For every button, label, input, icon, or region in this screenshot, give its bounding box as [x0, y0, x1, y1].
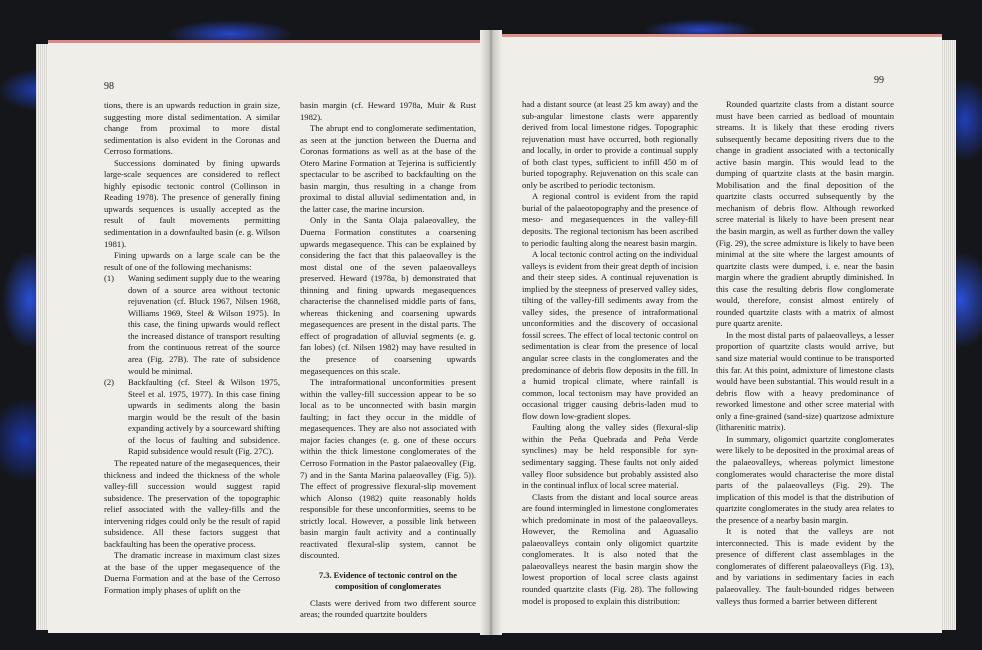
page-number: 98 — [104, 81, 114, 92]
paragraph: Faulting along the valley sides (flexural-slip within the Peña Quebrada and Peña Verde synclines) may be held responsible for syn-sedimentary sagging. These faults not only aided valley floor subsidence but probably assisted also in the continual influx of local scree material. — [522, 422, 698, 491]
right-page — [494, 34, 942, 633]
list-number: (1) — [104, 273, 115, 284]
paragraph: The repeated nature of the megasequences, their thickness and indeed the thickness of the whole valley-fill succession would suggest rapid subsidence. The preservation of the topographic relief associated with the valley-fills and the intervening ridges could only be the result of rapid subsidence. All these factors suggest that backfaulting has been the operative process. — [104, 457, 280, 549]
paragraph: The abrupt end to conglomerate sedimentation, as seen at the junction between the Duerna and Coronas formations as well as at the base of the Otero Marine Formation at Tejerina is sufficiently spectacular to be ascribed to backfaulting on the basin margin, thus resulting in a change from proximal to distal alluvial sedimentation and, in the latter case, the marine incursion. — [300, 123, 476, 214]
paragraph: Successions dominated by fining upwards large-scale sequences are considered to reflect highly episodic tectonic control (Collinson in Reading 1978). The presence of generally fining upwards sequences is usually accepted as the result of fault movements permitting sedimentation in a downfaulted basin (e. g. Wilson 1981). — [104, 157, 280, 249]
right-column-2 — [716, 99, 894, 607]
paragraph: Fining upwards on a large scale can be the result of one of the following mechanisms: — [104, 250, 280, 272]
paragraph: tions, there is an upwards reduction in grain size, suggesting more distal sedimentation. A similar change from proximal to more distal sedimentation is also evident in the Coronas and Cerroso formations. — [104, 100, 280, 157]
left-page — [48, 40, 488, 633]
section-heading: 7.3. Evidence of tectonic control on the composition of conglomerates — [318, 570, 457, 591]
book-gutter — [480, 30, 502, 635]
list-item — [104, 377, 280, 458]
mechanism-list — [104, 273, 280, 458]
paragraph: In the most distal parts of palaeovalleys, a lesser proportion of quartzite clasts would arrive, but sand size material would continue to be transported this far. At this point, admixture of limestone clasts would have been substantial. This would result in a debris flow with a heavy predominance of reworked limestone and other scree material with only a fine-grained (sand-size) quartzose admixture (litharenitic matrix). — [716, 329, 894, 433]
paragraph: The dramatic increase in maximum clast sizes at the base of the upper megasequence of the Duerna Formation and at the base of the Cerroso Formation imply phases of uplift on the — [104, 550, 280, 595]
paragraph: Rounded quartzite clasts from a distant source must have been carried as bedload of mountain streams. It is likely that these eroding rivers subsequently became depositing rivers due to the change in gradient associated with a tectonically active basin margin. This would lead to the dumping of quartzite clasts at the basin margin. Mobilisation and the final deposition of the quartzite clasts occurred subsequently by the mechanism of debris flow. Although reworked scree material is likely to have been present near the basin margin, as well as further down the valley (Fig. 29), the scree admixture is likely to have been minimal at the site where the largest amounts of quartzite clasts were dumped, i. e. near the basin margin where the gradient abruptly diminished. In this case the resulting debris flow conglomerate would, therefore, consist almost entirely of rounded quartzite clasts with a matrix of almost pure quartz arenite. — [716, 99, 894, 329]
right-page-edges — [940, 40, 956, 630]
paragraph: had a distant source (at least 25 km away) and the sub-angular limestone clasts were apparently derived from local limestone ridges. Topographic rejuvenation must have occurred, both regionally and locally, in order to provide a continual supply of both clast types, sufficient to infill 450 m of buried topography. Rejuvenation on this scale can only be ascribed to periodic tectonism. — [522, 99, 698, 190]
list-item — [104, 273, 280, 377]
right-column-1 — [522, 99, 698, 607]
list-text: Backfaulting (cf. Steel & Wilson 1975, Steel et al. 1975, 1977). In this case fining upwards in sediments along the basin margin would be the result of the basin expanding actively by a sourceward shifting of the locus of faulting and subsidence. Rapid subsidence would result (Fig. 27C). — [128, 377, 281, 457]
list-number: (2) — [104, 377, 115, 388]
paragraph: Clasts from the distant and local source areas are found intermingled in limestone conglomerates which predominate in most of the palaeovalleys. However, the Remolina and Aguasalio palaeovalleys contain only oligomict quartzite conglomerates. It is also noted that the palaeovalleys nearest the basin margin show the lowest proportion of local scree clasts against rounded quartzite clasts (Fig. 28). The following model is proposed to explain this distribution: — [522, 491, 698, 606]
paragraph: Only in the Santa Olaja palaeovalley, the Duerna Formation constitutes a coarsening upwards megasequence. This can be explained by considering the fact that this palaeovalley is the most distal one of the seven palaeovalleys preserved. Heward (1978a, b) demonstrated that thinning and fining upwards megasequences characterise the channelised middle parts of fans, whereas thickening and coarsening upwards megasequences are present in the distal parts. The effect of progradation of alluvial segments (e. g. fan lobes) (cf. Nilsen 1982) may have resulted in the presence of coarsening upwards megasequences on this scale. — [300, 215, 476, 376]
page-number: 99 — [874, 75, 884, 86]
paragraph: In summary, oligomict quartzite conglomerates were likely to be deposited in the proximal areas of the palaeovalleys, whereas polymict limestone conglomerates would characterise the more distal parts of the palaeovalleys (Fig. 29). The implication of this model is that the distribution of quartzite conglomerates in the study area relates to the presence of a nearby basin margin. — [716, 433, 894, 525]
paragraph: A regional control is evident from the rapid burial of the palaeotopography and the presence of meso- and megasequences in the valley-fill deposits. The regional tectonism has been ascribed to periodic faulting along the nearest basin margin. — [522, 191, 698, 248]
paragraph: A local tectonic control acting on the individual valleys is evident from their great depth of incision and their steep sides. A continual rejuvenation is implied by the steepness of preserved valley sides, tilting of the valley-fill sediments away from the valley sides, the presence of intraformational unconformities and the discovery of occasional fossil screes. The effect of local tectonic control on sedimentation is clear from the presence of local angular scree clasts in the conglomerates and the predominance of debris flow deposits in the fill. In a humid tropical climate, where rainfall is common, local tectonism may have provided an occasional trigger causing debris-laden mud to flow down low-gradient slopes. — [522, 249, 698, 421]
paragraph: basin margin (cf. Heward 1978a, Muir & Rust 1982). — [300, 100, 476, 122]
paragraph: The intraformational unconformities present within the valley-fill succession appear to be so local as to be unconnected with basin margin faulting; in fact they occur in the middle of megasequences. They are also not associated with major facies changes (e. g. one of these occurs within the thick limestone conglomerates of the Cerroso Formation in the Pastor palaeovalley (Fig. 7) and in the Santa Marina palaeovalley (Fig. 5)). The effect of progressive flexural-slip movement which Alonso (1982) quite reasonably holds responsible for these unconformities, seems to be strictly local. However, a possible link between basin margin fault activity and a continually reactivated flexural-slip system, cannot be discounted. — [300, 377, 476, 561]
list-text: Waning sediment supply due to the wearing down of a source area without tectonic rejuvenation (cf. Bluck 1967, Nilsen 1968, Williams 1969, Steel & Wilson 1975). In this case, the fining upwards would reflect the increased distance of transport resulting from the continuous retreat of the source area (Fig. 27B). The rate of subsidence would be minimal. — [128, 273, 280, 376]
left-column-2 — [300, 100, 476, 621]
paragraph: Clasts were derived from two different source areas; the rounded quartzite boulders — [300, 597, 476, 620]
left-column-1 — [104, 100, 280, 597]
paragraph: It is noted that the valleys are not interconnected. This is made evident by the presence of different clast assemblages in the conglomerates of different palaeovalleys (Fig. 13), and by variations in sedimentary facies in each palaeovalley. The fault-bounded ridges between valleys thus formed a barrier between different — [716, 526, 894, 606]
